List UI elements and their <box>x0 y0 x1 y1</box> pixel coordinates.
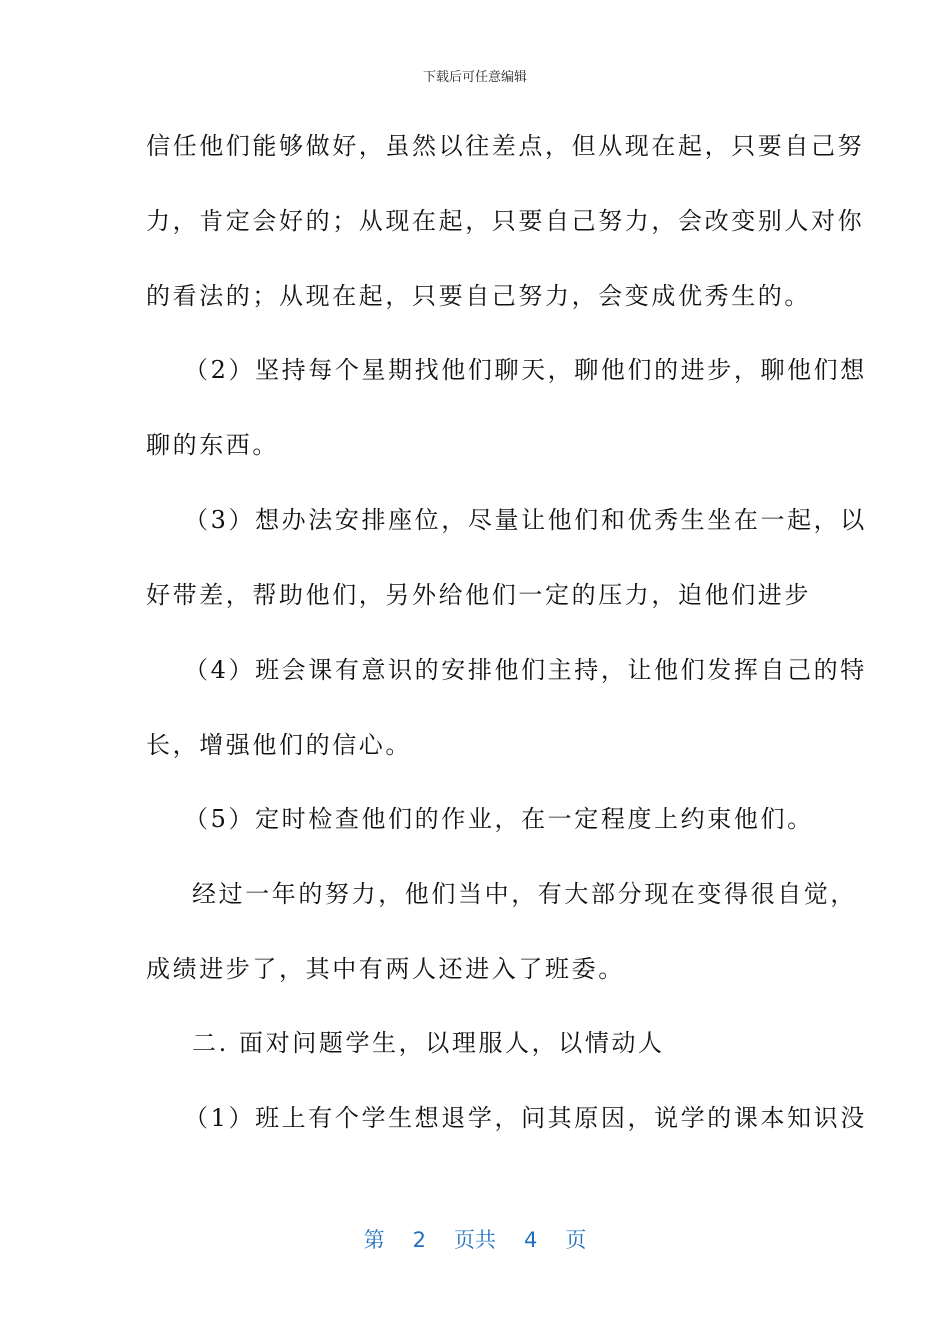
text-line: 信任他们能够做好，虽然以往差点，但从现在起，只要自己努 <box>146 132 865 160</box>
text-line: 二. 面对问题学生，以理服人，以情动人 <box>192 1029 665 1057</box>
text-line: 经过一年的努力，他们当中，有大部分现在变得很自觉， <box>192 880 857 908</box>
footer-middle: 页共 <box>454 1228 496 1252</box>
footer-prefix: 第 <box>363 1228 385 1252</box>
footer-suffix: 页 <box>565 1228 587 1252</box>
text-line: （3）想办法安排座位，尽量让他们和优秀生坐在一起，以 <box>184 506 867 534</box>
text-line: 好带差，帮助他们，另外给他们一定的压力，迫他们进步 <box>146 581 811 609</box>
text-line: （5）定时检查他们的作业，在一定程度上约束他们。 <box>184 805 814 833</box>
footer-total-pages: 4 <box>524 1228 538 1252</box>
text-line: （4）班会课有意识的安排他们主持，让他们发挥自己的特 <box>184 656 867 684</box>
footer-page-number: 2 <box>412 1228 426 1252</box>
text-line: 长，增强他们的信心。 <box>146 731 412 759</box>
text-line: 的看法的；从现在起，只要自己努力，会变成优秀生的。 <box>146 282 811 310</box>
text-line: （2）坚持每个星期找他们聊天，聊他们的进步，聊他们想 <box>184 356 867 384</box>
text-line: （1）班上有个学生想退学，问其原因，说学的课本知识没 <box>184 1104 867 1132</box>
text-line: 聊的东西。 <box>146 431 279 459</box>
text-line: 成绩进步了，其中有两人还进入了班委。 <box>146 955 625 983</box>
page-header: 下载后可任意编辑 <box>422 70 527 85</box>
page-footer <box>0 1224 950 1254</box>
text-line: 力，肯定会好的；从现在起，只要自己努力，会改变别人对你 <box>146 207 865 235</box>
